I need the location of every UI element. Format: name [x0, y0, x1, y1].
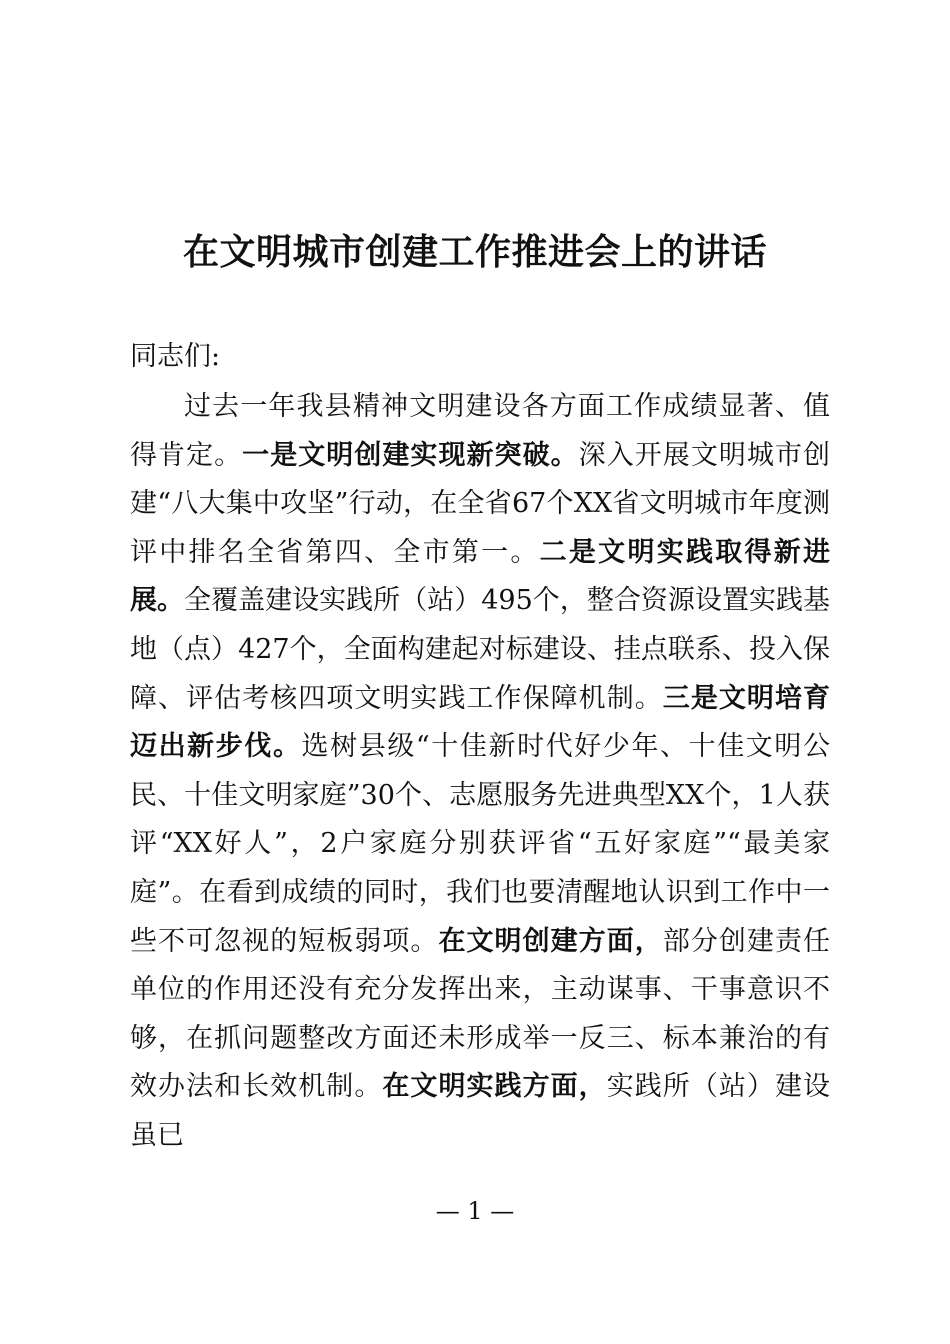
bold-heading-2: 二是文明实践取得新进展。 [130, 536, 831, 617]
bold-heading-3: 三是文明培育迈出新步伐。 [130, 682, 831, 763]
page-number: — 1 — [435, 1197, 515, 1225]
body-paragraph [130, 383, 830, 1161]
text-segment: 过去一年我县精神文明建设各方面工作成绩显著、值得肯定。 [130, 391, 830, 471]
text-segment: 实践所（站）建设虽已 [130, 1071, 831, 1151]
text-segment: 深入开展文明城市创建“八大集中攻坚”行动，在全省67个XX省文明城市年度测评中排名全省第四、全市第一。 [130, 439, 831, 568]
bold-heading-5: 在文明实践方面， [382, 1071, 607, 1103]
bold-heading-1: 一是文明创建实现新突破。 [242, 439, 579, 471]
text-segment: 选树县级“十佳新时代好少年、十佳文明公民、十佳文明家庭”30个、志愿服务先进典型XX个，1人获评“XX好人”，2户家庭分别获评省“五好家庭”“最美家庭”。在看到成绩的同时，我们也要清醒地认识到工作中一些不可忽视的短板弱项。 [130, 731, 830, 957]
text-segment: 部分创建责任单位的作用还没有充分发挥出来，主动谋事、干事意识不够，在抓问题整改方面还未形成举一反三、标本兼治的有效办法和长效机制。 [130, 925, 831, 1103]
bold-heading-4: 在文明创建方面， [438, 925, 663, 957]
text-segment: 全覆盖建设实践所（站）495个，整合资源设置实践基地（点）427个，全面构建起对标建设、挂点联系、投入保障、评估考核四项文明实践工作保障机制。 [130, 585, 830, 714]
salutation: 同志们: [130, 341, 221, 372]
document-title: 在文明城市创建工作推进会上的讲话 [182, 231, 767, 273]
